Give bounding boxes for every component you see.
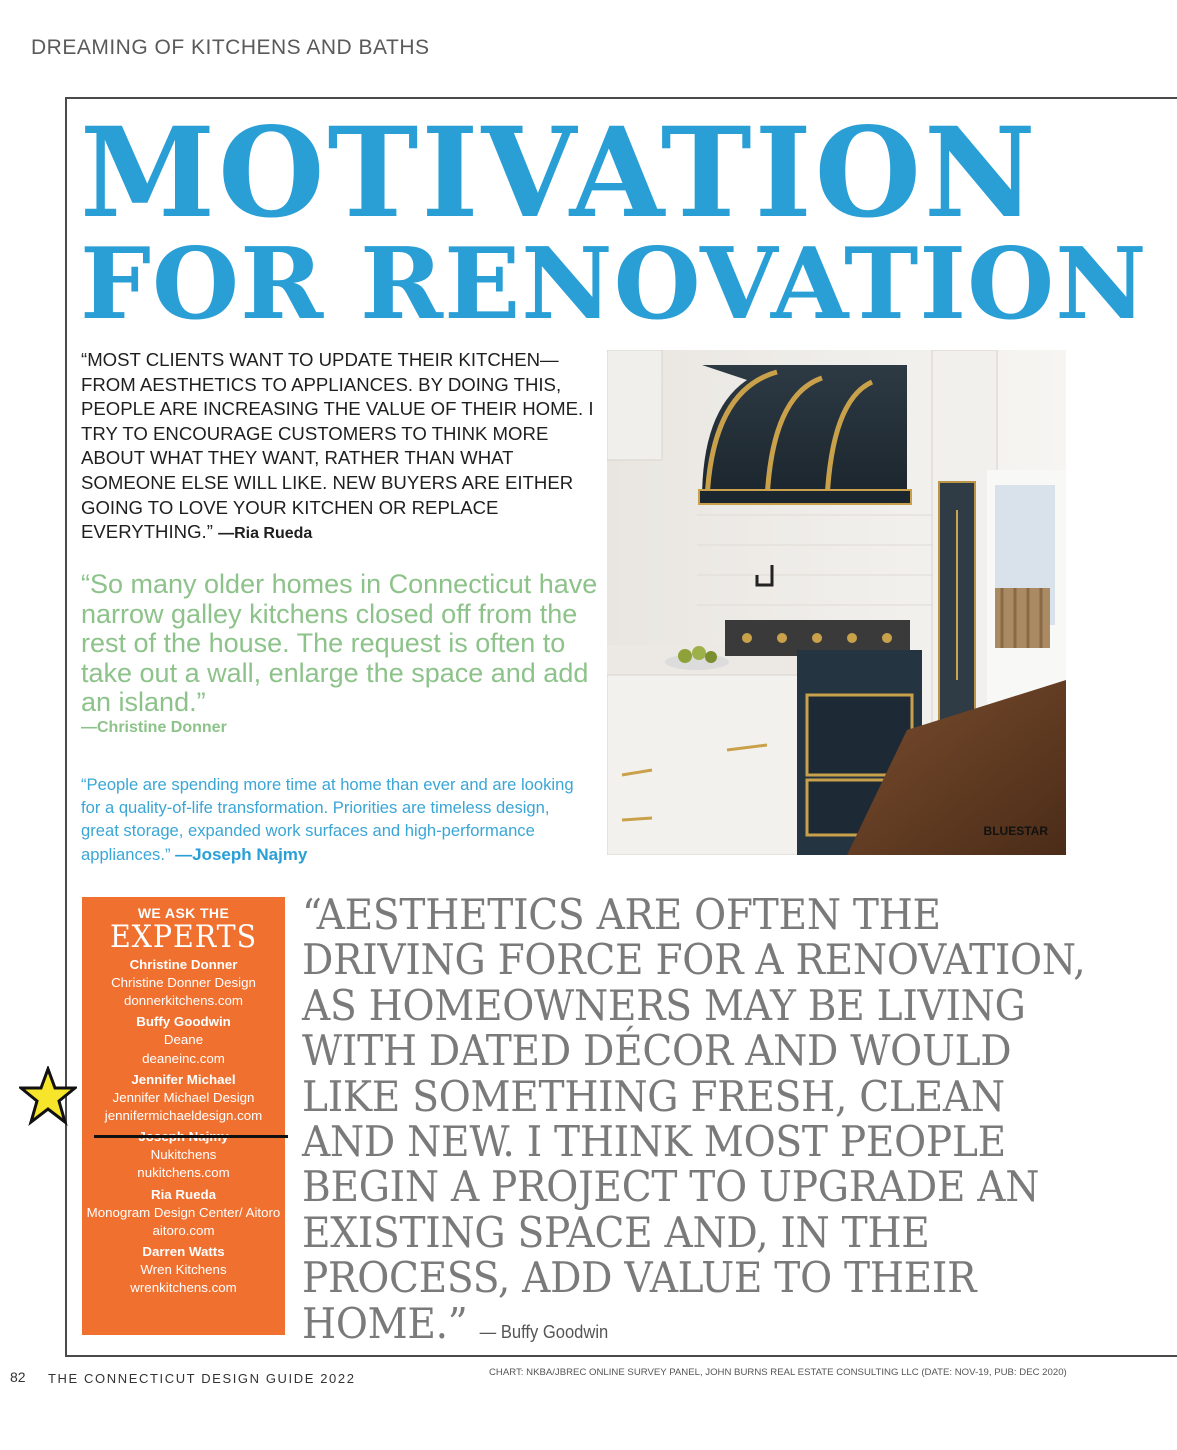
title-line-1: MOTIVATION [80,101,1039,246]
star-icon [19,1066,77,1126]
experts-kicker: WE ASK THE [137,905,230,921]
pull-quote-text: “AESTHETICS ARE OFTEN THE DRIVING FORCE FOR A RENOVATION, AS HOMEOWNERS MAY BE LIVING WITH DATED DÉCOR AND WOULD LIKE SOMETHING FRESH, CLEAN AND NEW. I THINK MOST PEOPLE BEGIN A PROJECT TO UPGRADE AN EXISTING SPACE AND, IN THE PROCESS, ADD VALUE TO THEIR HOME.” [302,891,1086,1349]
page-number: 82 [10,1369,26,1385]
expert-url[interactable]: aitoro.com [152,1222,215,1238]
quote-christine-text: “So many older homes in Connecticut have narrow galley kitchens closed off from the rest of the house. The request is often to take out a wall, enlarge the space and add an island.” [81,569,598,717]
quote-ria-attribution: —Ria Rueda [218,525,313,543]
quote-joseph-najmy [81,773,591,866]
expert-company: Christine Donner Design [111,975,256,990]
section-label: DREAMING OF KITCHENS AND BATHS [31,36,430,59]
expert-name: Christine Donner [129,957,238,972]
kitchen-photo [607,350,1066,855]
title-line-2: FOR RENOVATION [80,227,1148,342]
expert-entry [82,956,285,1010]
pull-quote-buffy-goodwin [302,893,1093,1355]
quote-ria-rueda [81,348,601,547]
expert-name: Ria Rueda [150,1186,217,1202]
publication-name: THE CONNECTICUT DESIGN GUIDE 2022 [48,1371,356,1386]
expert-url[interactable]: donnerkitchens.com [124,993,243,1009]
quote-ria-text: “MOST CLIENTS WANT TO UPDATE THEIR KITCHEN—FROM AESTHETICS TO APPLIANCES. BY DOING THIS, PEOPLE ARE INCREASING THE VALUE OF THEIR HOME. I TRY TO ENCOURAGE CUSTOMERS TO THINK MORE ABOUT WHAT THEY WANT, RATHER THAN WHAT SOMEONE ELSE WILL LIKE. NEW BUYERS ARE EITHER GOING TO LOVE YOUR KITCHEN OR REPLACE EVERYTHING.” [81,349,594,543]
highlight-underline [94,1135,288,1138]
expert-entry [82,1071,285,1125]
expert-url[interactable]: wrenkitchens.com [130,1280,237,1296]
quote-christine-donner [81,570,601,738]
expert-company: Monogram Design Center/ Aitoro [86,1204,281,1220]
expert-name: Buffy Goodwin [136,1014,231,1030]
expert-company: Jennifer Michael Design [112,1089,255,1105]
expert-name: Jennifer Michael [131,1071,236,1087]
photo-credit: BLUESTAR [983,824,1048,838]
expert-company: Wren Kitchens [140,1262,227,1278]
experts-sidebar [82,897,285,1335]
pull-quote-attribution: — Buffy Goodwin [479,1321,609,1342]
quote-joseph-attribution: —Joseph Najmy [175,844,308,864]
expert-url[interactable]: nukitchens.com [137,1165,230,1181]
quote-christine-attribution: —Christine Donner [81,718,227,736]
expert-entry [82,1243,285,1297]
expert-url[interactable]: deaneinc.com [142,1050,225,1066]
quote-joseph-text: “People are spending more time at home than ever and are looking for a quality-of-life transformation. Priorities are timeless design, great storage, expanded work surfaces and high-performance appliances.” [81,775,574,864]
expert-url[interactable]: jennifermichaeldesign.com [104,1108,263,1124]
kitchen-illustration [607,350,1066,855]
expert-company: Nukitchens [150,1147,217,1163]
chart-credit: CHART: NKBA/JBREC ONLINE SURVEY PANEL, JOHN BURNS REAL ESTATE CONSULTING LLC (DATE: NOV-19, PUB: DEC 2020) [489,1367,1067,1378]
expert-name: Darren Watts [142,1244,225,1260]
expert-entry [82,1186,285,1240]
experts-heading: EXPERTS [109,919,258,955]
expert-company: Deane [163,1032,204,1048]
expert-entry [82,1013,285,1067]
